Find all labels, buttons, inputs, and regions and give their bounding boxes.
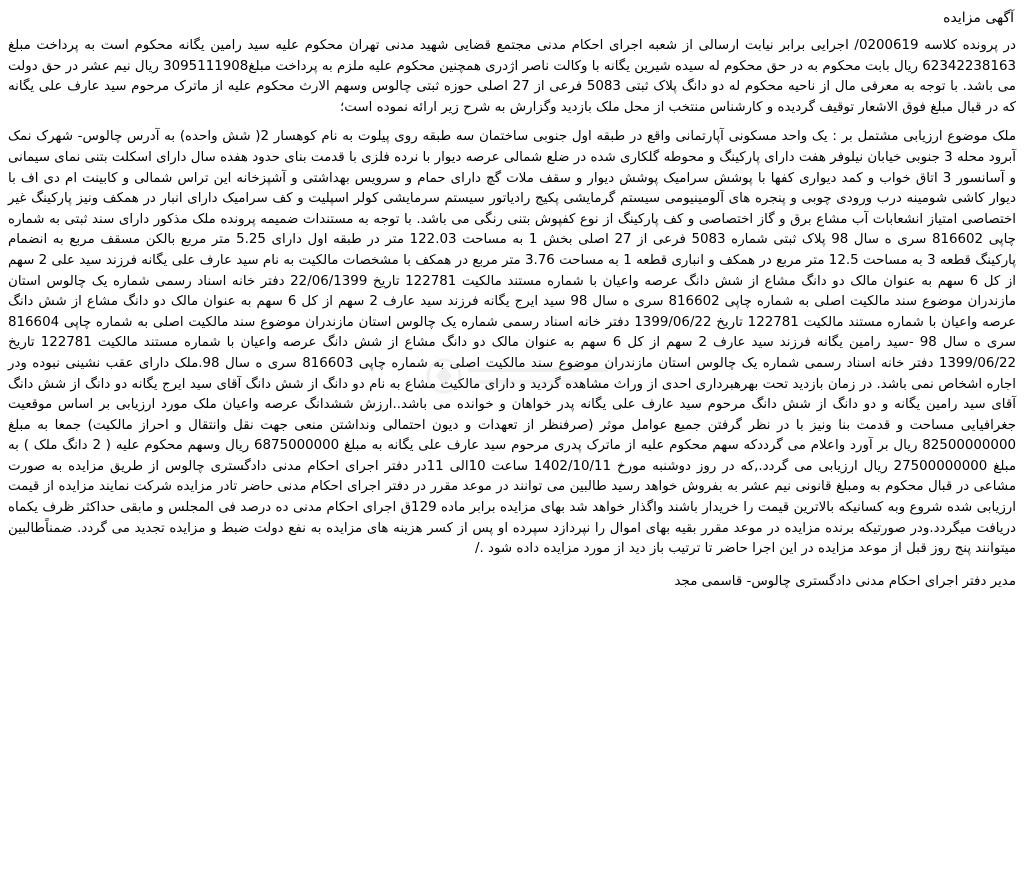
notice-paragraph-intro: در پرونده کلاسه 0200619/ اجرایی برابر نیابت ارسالی از شعبه اجرای احکام مدنی مجتمع قضایی شهید مدنی تهران محکوم علیه سید رامین یگانه محکوم است به پرداخت مبلغ 62342238163 ریال بابت محکوم به در حق محکوم له سیده شیرین یگانه با وکالت ناصر اژدری همچنین محکوم علیه ملزم به پرداخت مبلغ3095111908 ریال نیم عشر در حق دولت می باشد. با توجه به معرفی مال از ناحیه محکوم له دو دانگ پلاک ثبتی 5083 فرعی از 27 اصلی حوزه ثبتی چالوس وسهم الارث محکوم علیه از ماترک مرحوم سید عارف علی یگانه که در قبال مبلغ فوق الاشعار توقیف گردیده و کارشناس منتخب از محل ملک بازدید وگزارش به شرح زیر ارائه نموده است؛	[8, 38, 1016, 115]
notice-signature: مدیر دفتر اجرای احکام مدنی دادگستری چالوس- قاسمی مجد	[674, 573, 1016, 589]
notice-title: آگهی مزایده	[943, 10, 1014, 26]
notice-paragraph-property: ملک موضوع ارزیابی مشتمل بر : یک واحد مسکونی آپارتمانی واقع در طبقه اول جنوبی ساختمان سه طبقه روی پیلوت به نام کوهسار 2( شش واحده) به آدرس چالوس- شهرک نمک آبرود محله 3 جنوبی خیابان نیلوفر هفت دارای پارکینگ و محوطه گلکاری شده در ضلع شمالی عرصه دیوار با نرده فلزی با قدمت بنای حدود هفده سال دارای اسکلت بتنی نمای سیمانی و آسانسور 3 اتاق خواب و کمد دیواری کفها با پوشش سرامیک پوشش دیوار و سقف ملات گچ دارای حمام و سرویس بهداشتی و آشپزخانه این تراس شمالی و کابینت ام دی اف با دیوار کاشی شومینه درب ورودی چوبی و پنجره های آلومینیومی سیستم گرمایشی پکیج رادیاتور سیستم سرمایشی کولر اسپلیت و کف سرامیک دارای انبار در همکف ونیز پارکینگ غیر اختصاصی امتیاز انشعابات آب مشاع برق و گاز اختصاصی و کف پارکینگ از نوع کفپوش بتنی رنگی می باشد. با توجه به مستندات ضمیمه پرونده ملک مذکور دارای سند ثبتی به شماره چاپی 816602 سری ه سال 98 پلاک ثبتی شماره 5083 فرعی از 27 اصلی بخش 1 به مساحت 122.03 متر در طبقه اول دارای 5.25 متر مربع بالکن مسقف مربع به انضمام پارکینگ قطعه 3 به مساحت 12.5 متر مربع در همکف و انباری قطعه 1 به مساحت 3.76 متر مربع در همکف با مشخصات مالکیت به نام سید عارف علی یگانه فرزند سید علی 2 سهم از کل 6 سهم به عنوان مالک دو دانگ مشاع از شش دانگ عرصه واعیان با شماره مستند مالکیت 122781 تاریخ 22/06/1399 دفتر خانه اسناد رسمی شماره یک چالوس استان مازندران موضوع سند مالکیت اصلی به شماره چاپی 816602 سری ه سال 98 سید ایرج یگانه فرزند سید عارف 2 سهم از کل 6 سهم به عنوان مالک دو دانگ مشاع از شش دانگ عرصه واعیان با شماره مستند مالکیت 122781 تاریخ 1399/06/22 دفتر خانه اسناد رسمی شماره یک چالوس استان مازندران موضوع سند مالکیت اصلی به شماره چاپی 816604 سری ه سال 98 -سید رامین یگانه فرزند سید عارف 2 سهم از کل 6 سهم به عنوان مالک دو دانگ مشاع از شش دانگ عرصه واعیان با شماره مستند مالکیت 122781 تاریخ 1399/06/22 دفتر خانه اسناد رسمی شماره یک چالوس استان مازندران موضوع سند مالکیت اصلی به شماره چاپی 816603 سری ه سال 98.ملک دارای عقب نشینی نبوده ودر اجاره اشخاص نمی باشد. در زمان بازدید تحت بهرهبرداری احدی از وراث مشاهده گردید و دارای مالکیت مشاع به نام دو دانگ از شش دانگ آقای سید ایرج یگانه دو دانگ از شش دانگ آقای سید رامین یگانه و دو دانگ از شش دانگ مرحوم سید عارف علی یگانه پدر خواهان و خوانده می باشد..ارزش ششدانگ عرصه واعیان ملک مورد ارزیابی بر اساس موقعیت جغرافیایی مساحت و قدمت بنا ونیز با در نظر گرفتن جمیع عوامل موثر (صرفنظر از تعهدات و دیون احتمالی ونداشتن منعی جهت نقل وانتقال و احراز مالکیت) جمعا به مبلغ 82500000000 ریال بر آورد واعلام می گرددکه سهم محکوم علیه از ماترک پدری مرحوم سید عارف علی یگانه به مبلغ 6875000000 ریال وسهم محکوم علیه ( 2 دانگ ملک ) به مبلغ 27500000000 ریال ارزیابی می گردد.,که در روز دوشنبه مورخ 1402/10/11 ساعت 10الی 11در دفتر اجرای احکام مدنی دادگستری چالوس از طریق مزایده به صورت مشاعی در قبال محکوم به ومبلغ قانونی نیم عشر به بفروش خواهد رسید طالبین می توانند در موعد مقرر در دفتر اجرای احکام مدنی حاضر تادر مزایده شرکت نمایند مزایده از قیمت ارزیابی شده شروع وبه کسانیکه بالاترین قیمت را خریدار باشند واگذار خواهد شد بهای مزایده برابر ماده 129ق اجرای احکام مدنی ده درصد فی المجلس و مابقی حداکثر ظرف یکماه دریافت میگردد.ودر صورتیکه برنده مزایده در موعد مقرر بقیه بهای اموال را نپردازد سپرده او پس از کسر هزینه های مزایده به نفع دولت ضبط و مزایده تجدید می گردد. ضمناًطالبین میتوانند پنج روز قبل از موعد مزایده در این اجرا حاضر تا ترتیب باز دید از مورد مزایده داده شود ./	[8, 129, 1017, 557]
